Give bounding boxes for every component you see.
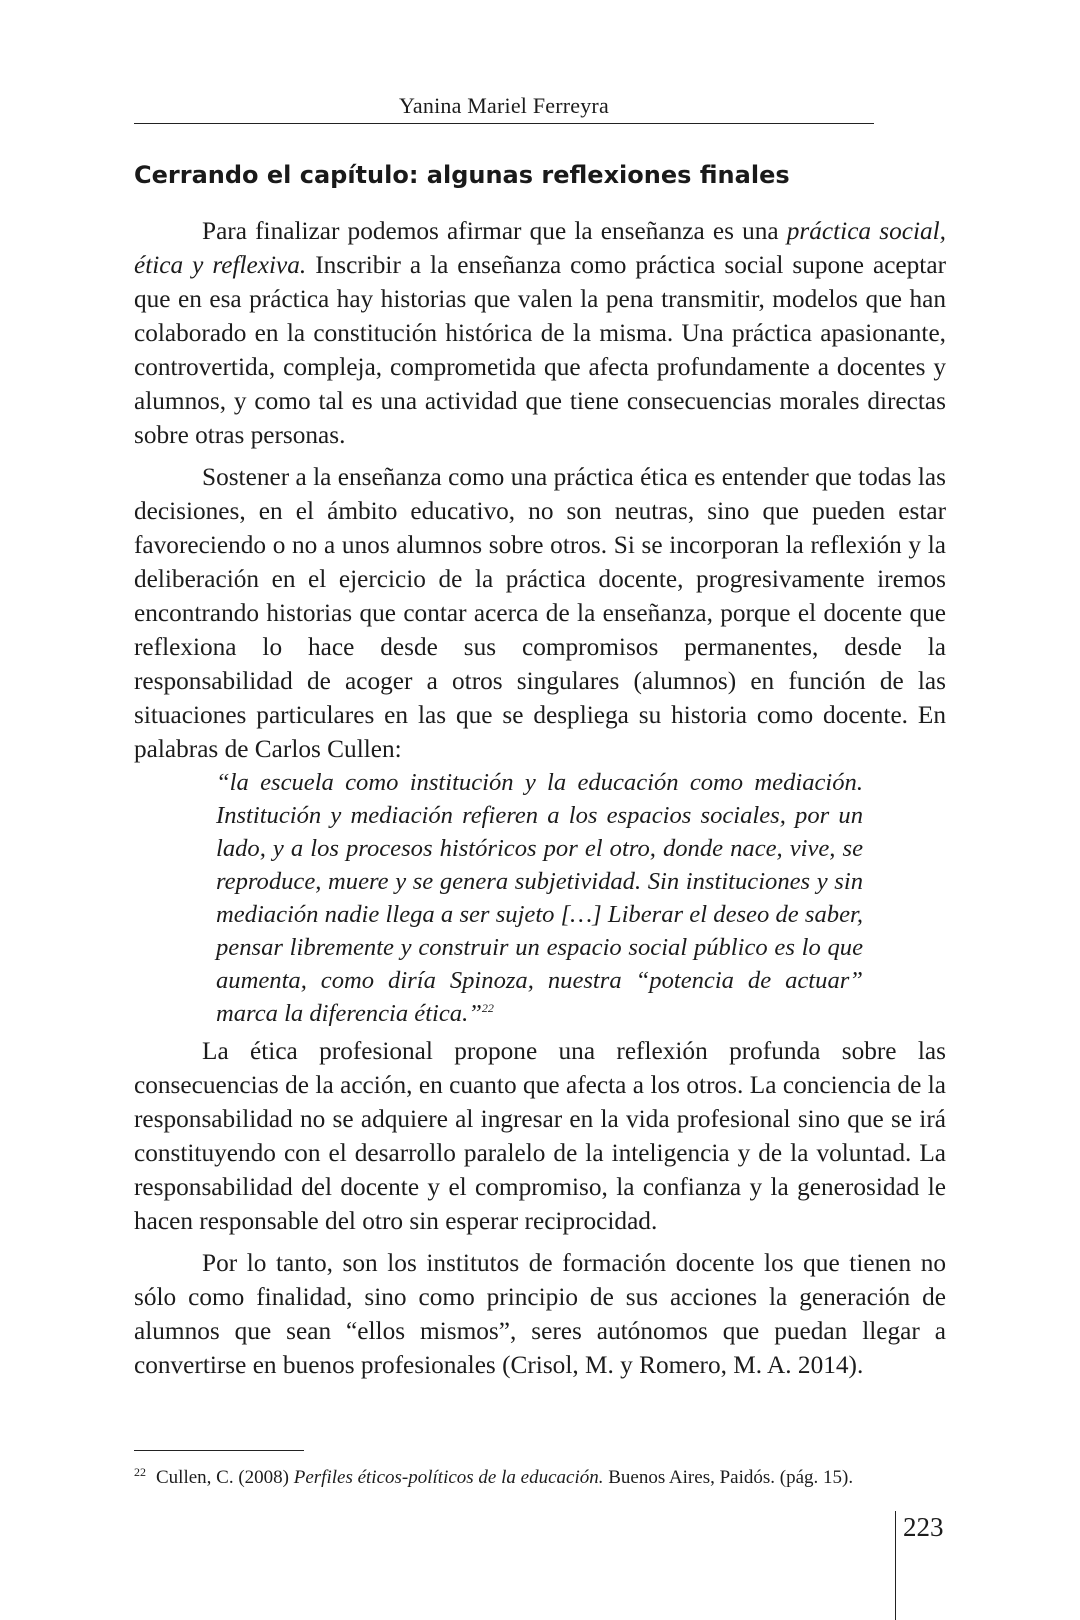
footnote <box>134 1466 946 1490</box>
body-text <box>134 214 946 1382</box>
paragraph-3: La ética profesional propone una reflexión profunda sobre las consecuencias de la acción, en cuanto que afecta a los otros. La conciencia de la responsabilidad no se adquiere al ingresar en la vida profesional sino que se irá constituyendo con el desarrollo paralelo de la inteligencia y de la voluntad. La responsabilidad del docente y el compromiso, la confianza y la generosidad le hacen responsable del otro sin esperar reciprocidad. <box>134 1037 946 1235</box>
page-number: 223 <box>903 1512 944 1542</box>
page-number-divider <box>895 1511 896 1620</box>
paragraph-1-start: Para finalizar podemos afirmar que la enseñanza es una <box>202 217 787 245</box>
footnote-reference[interactable]: 22 <box>481 1000 494 1015</box>
paragraph-2: Sostener a la enseñanza como una práctica ética es entender que todas las decisiones, en el ámbito educativo, no son neutras, sino que pueden estar favoreciendo o no a unos alumnos sobre otros. Si se incorporan la reflexión y la deliberación en el ejercicio de la práctica docente, progresivamente iremos encontrando historias que contar acerca de la enseñanza, porque el docente que reflexiona lo hace desde sus compromisos permanentes, desde la responsabilidad de acoger a otros singulares (alumnos) en función de las situaciones particulares en las que se despliega su historia como docente. En palabras de Carlos Cullen: <box>134 463 946 763</box>
block-quote <box>216 766 863 1030</box>
footnote-author: Cullen, C. (2008) <box>156 1467 294 1488</box>
header-rule <box>134 123 874 124</box>
footnote-title: Perfiles éticos-políticos de la educación. <box>293 1467 604 1488</box>
running-head: Yanina Mariel Ferreyra <box>399 93 609 118</box>
paragraph-1-emphasis: práctica social, ética y reflexiva. <box>134 217 946 279</box>
quote-text: “la escuela como institución y la educación como mediación. Institución y mediación refieren a los espacios sociales, por un lado, y a los procesos históricos por el otro, donde nace, vive, se reproduce, muere y se genera subjetividad. Sin instituciones y sin mediación nadie llega a ser sujeto […] Liberar el deseo de saber, pensar libremente y construir un espacio social público es lo que aumenta, como diría Spinoza, nuestra “potencia de actuar” marca la diferencia ética.” <box>216 769 863 1027</box>
paragraph-1 <box>134 214 946 452</box>
footnote-rule <box>134 1450 304 1451</box>
section-heading: Cerrando el capítulo: algunas reflexiones finales <box>134 161 790 189</box>
paragraph-1-rest: Inscribir a la enseñanza como práctica social supone aceptar que en esa práctica hay historias que valen la pena transmitir, modelos que han colaborado en la constitución histórica de la misma. Una práctica apasionante, controvertida, compleja, comprometida que afecta profundamente a docentes y alumnos, y como tal es una actividad que tiene consecuencias morales directas sobre otras personas. <box>134 251 946 449</box>
footnote-number: 22 <box>134 1464 146 1479</box>
footnote-rest: Buenos Aires, Paidós. (pág. 15). <box>603 1467 854 1488</box>
paragraph-4: Por lo tanto, son los institutos de formación docente los que tienen no sólo como finalidad, sino como principio de sus acciones la generación de alumnos que sean “ellos mismos”, seres autónomos que puedan llegar a convertirse en buenos profesionales (Crisol, M. y Romero, M. A. 2014). <box>134 1249 946 1379</box>
